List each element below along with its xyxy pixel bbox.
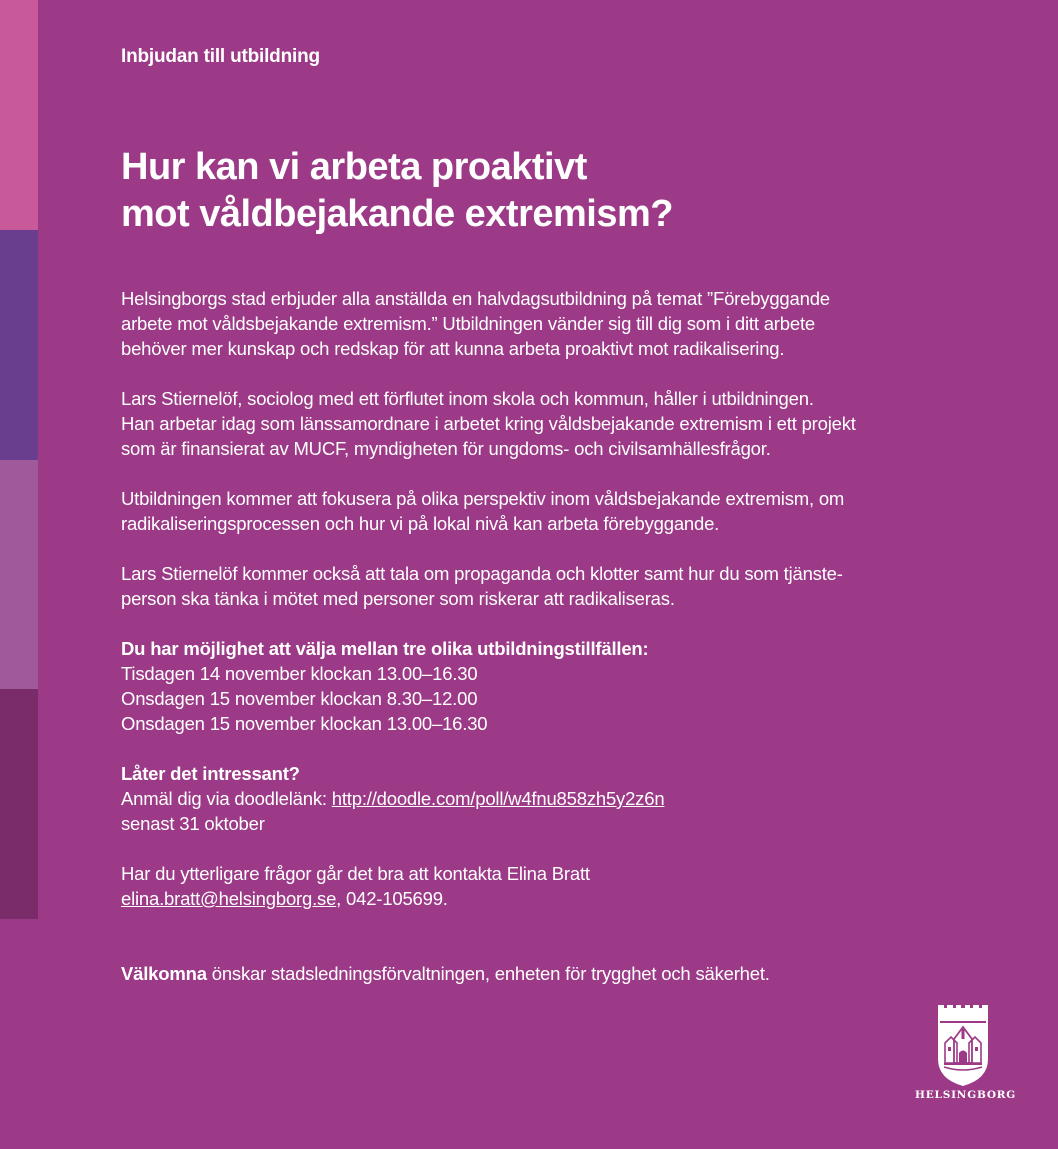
logo-text: HELSINGBORG: [915, 1089, 1017, 1101]
focus-line: Utbildningen kommer att fokusera på olika perspektiv inom våldsbejakande extremism, om: [121, 488, 845, 509]
lecturer-paragraph: [121, 386, 941, 461]
focus-paragraph: [121, 486, 941, 536]
lecturer-line: Han arbetar idag som länssamordnare i arbetet kring våldsbejakande extremism i ett projekt: [121, 413, 856, 434]
body-text: [121, 286, 941, 1011]
title-line-2: mot våldbejakande extremism?: [121, 193, 673, 235]
signup-section: [121, 761, 941, 836]
propaganda-line: person ska tänka i mötet med personer som riskerar att radikaliseras.: [121, 588, 675, 609]
closing-section: [121, 961, 941, 986]
signup-prefix: Anmäl dig via doodlelänk:: [121, 788, 332, 809]
session-item: Onsdagen 15 november klockan 8.30–12.00: [121, 688, 478, 709]
closing-rest: önskar stadsledningsförvaltningen, enheten för trygghet och säkerhet.: [206, 963, 770, 984]
propaganda-paragraph: [121, 561, 941, 611]
closing-bold: Välkomna: [121, 963, 207, 984]
intro-line: behöver mer kunskap och redskap för att kunna arbeta proaktivt mot radikalisering.: [121, 338, 785, 359]
intro-paragraph: [121, 286, 941, 361]
lecturer-line: som är finansierat av MUCF, myndigheten för ungdoms- och civilsamhällesfrågor.: [121, 438, 771, 459]
email-link[interactable]: elina.bratt@helsingborg.se: [121, 888, 337, 909]
session-item: Onsdagen 15 november klockan 13.00–16.30: [121, 713, 488, 734]
helsingborg-crest-icon: [936, 1003, 990, 1087]
session-item: Tisdagen 14 november klockan 13.00–16.30: [121, 663, 478, 684]
decor-stripe-plum: [0, 689, 38, 919]
focus-line: radikaliseringsprocessen och hur vi på lokal nivå kan arbeta förebyggande.: [121, 513, 720, 534]
signup-heading: Låter det intressant?: [121, 763, 300, 784]
contact-details: [121, 886, 941, 911]
intro-line: Helsingborgs stad erbjuder alla anställda en halvdagsutbildning på temat ”Förebyggande: [121, 288, 830, 309]
intro-line: arbete mot våldsbejakande extremism.” Utbildningen vänder sig till dig som i ditt arbete: [121, 313, 815, 334]
kicker: Inbjudan till utbildning: [121, 46, 320, 67]
signup-line: [121, 786, 941, 811]
page-title: [121, 144, 673, 238]
sessions-heading: Du har möjlighet att välja mellan tre olika utbildningstillfällen:: [121, 638, 649, 659]
decor-stripe-mauve: [0, 460, 38, 689]
contact-line: Har du ytterligare frågor går det bra att kontakta Elina Bratt: [121, 863, 590, 884]
decor-stripe-violet: [0, 230, 38, 460]
closing-line: [121, 961, 941, 986]
doodle-link[interactable]: http://doodle.com/poll/w4fnu858zh5y2z6n: [331, 788, 665, 809]
decor-stripe-pink: [0, 0, 38, 230]
signup-deadline: senast 31 oktober: [121, 813, 265, 834]
sessions-section: [121, 636, 941, 736]
propaganda-line: Lars Stiernelöf kommer också att tala om propaganda och klotter samt hur du som tjänste-: [121, 563, 843, 584]
contact-section: [121, 861, 941, 911]
helsingborg-logo: [915, 1003, 1017, 1101]
lecturer-line: Lars Stiernelöf, sociolog med ett förflutet inom skola och kommun, håller i utbildningen.: [121, 388, 814, 409]
phone-suffix: , 042-105699.: [336, 888, 448, 909]
title-line-1: Hur kan vi arbeta proaktivt: [121, 146, 587, 188]
